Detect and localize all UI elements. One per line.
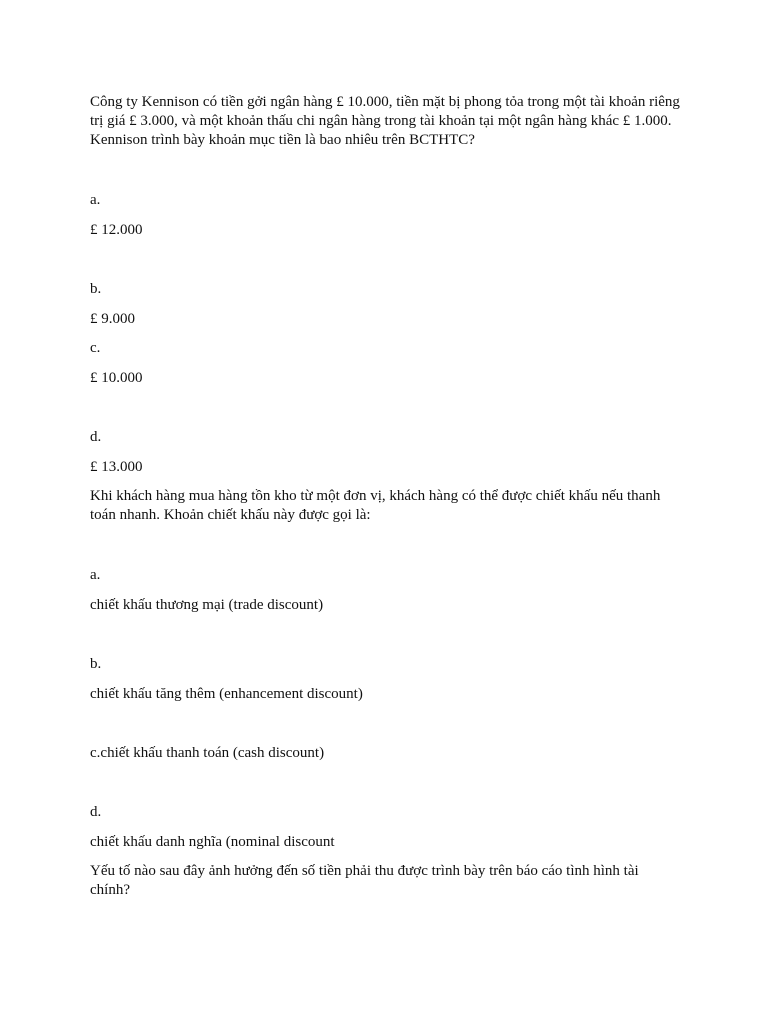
q2-option-a-text: chiết khấu thương mại (trade discount) [90,597,324,613]
q2-option-a-letter: a. [90,567,101,583]
question-3-text: Yếu tố nào sau đây ảnh hưởng đến số tiền phải thu được trình bày trên báo cáo tình hình tài chính? [90,863,639,898]
q1-option-c-text: £ 10.000 [90,370,143,386]
q1-option-a-letter: a. [90,192,101,208]
q1-option-b-letter: b. [90,281,102,297]
question-1-text: Công ty Kennison có tiền gởi ngân hàng £ 10.000, tiền mặt bị phong tỏa trong một tài khoản riêng trị giá £ 3.000, và một khoản thấu chi ngân hàng trong tài khoản tại một ngân hàng khác £ 1.000. Kennison trình bày khoản mục tiền là bao nhiêu trên BCTHTC? [90,94,680,148]
q2-option-d-text: chiết khấu danh nghĩa (nominal discount [90,834,335,850]
q1-option-d-text: £ 13.000 [90,459,143,475]
q1-option-d-letter: d. [90,429,102,445]
q2-option-b-letter: b. [90,656,102,672]
q1-option-a-text: £ 12.000 [90,222,143,238]
question-2-text: Khi khách hàng mua hàng tồn kho từ một đơn vị, khách hàng có thể được chiết khấu nếu thanh toán nhanh. Khoản chiết khấu này được gọi là: [90,488,661,523]
q1-option-b-text: £ 9.000 [90,311,135,327]
q1-option-c-letter: c. [90,340,101,356]
q2-option-c-text: c.chiết khấu thanh toán (cash discount) [90,745,325,761]
q2-option-b-text: chiết khấu tăng thêm (enhancement discount) [90,686,363,702]
q2-option-d-letter: d. [90,804,102,820]
